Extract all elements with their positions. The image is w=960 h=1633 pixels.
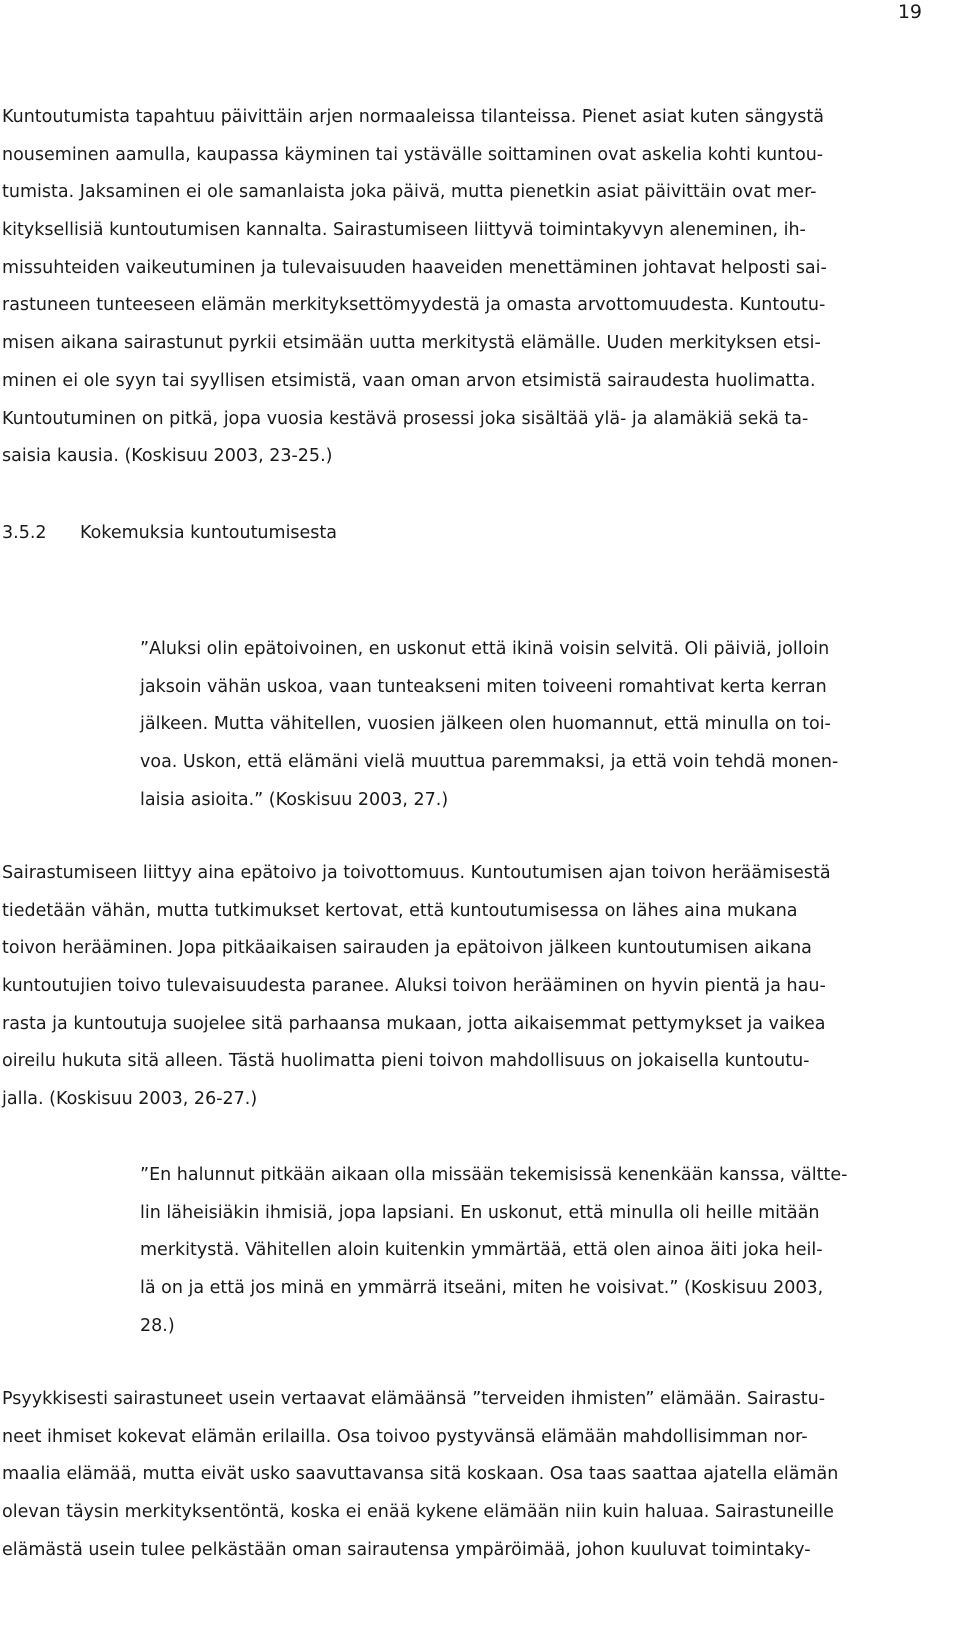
block-quote [140, 1157, 847, 1345]
section-heading [2, 515, 337, 553]
paragraph-line: nouseminen aamulla, kaupassa käyminen tai ystävälle soittaminen ovat askelia kohti kuntou- [2, 144, 824, 165]
quote-line: 28.) [140, 1315, 175, 1336]
quote-line: lin läheisiäkin ihmisiä, jopa lapsiani. En uskonut, että minulla oli heille mitään [140, 1202, 820, 1223]
paragraph-line: Kuntoutuminen on pitkä, jopa vuosia kestävä prosessi joka sisältää ylä- ja alamäkiä sekä ta- [2, 408, 809, 429]
paragraph-line: elämästä usein tulee pelkästään oman sairautensa ympäröimää, johon kuuluvat toimintaky- [2, 1539, 811, 1560]
paragraph-line: kityksellisiä kuntoutumisen kannalta. Sairastumiseen liittyvä toimintakyvyn aleneminen, ih- [2, 220, 806, 241]
quote-line: laisia asioita.” (Koskisuu 2003, 27.) [140, 789, 449, 810]
paragraph-line: missuhteiden vaikeutuminen ja tulevaisuuden haaveiden menettäminen johtavat helposti sai- [2, 257, 827, 278]
quote-line: merkitystä. Vähitellen aloin kuitenkin ymmärtää, että olen ainoa äiti joka heil- [140, 1240, 823, 1261]
paragraph-line: neet ihmiset kokevat elämän erilailla. Osa toivoo pystyvänsä elämään mahdollisimman nor- [2, 1426, 808, 1447]
paragraph-line: tiedetään vähän, mutta tutkimukset kertovat, että kuntoutumisessa on lähes aina mukana [2, 900, 798, 921]
paragraph-line: Psyykkisesti sairastuneet usein vertaavat elämäänsä ”terveiden ihmisten” elämään. Sairastu- [2, 1389, 826, 1409]
section-number: 3.5.2 [2, 523, 47, 543]
paragraph [2, 99, 827, 476]
paragraph-line: rasta ja kuntoutuja suojelee sitä parhaansa mukaan, jotta aikaisemmat pettymykset ja vaikea [2, 1013, 826, 1034]
paragraph-line: tumista. Jaksaminen ei ole samanlaista joka päivä, mutta pienetkin asiat päivittäin ovat mer- [2, 182, 817, 203]
paragraph-line: toivon herääminen. Jopa pitkäaikaisen sairauden ja epätoivon jälkeen kuntoutumisen aikana [2, 938, 812, 959]
paragraph-line: maalia elämää, mutta eivät usko saavuttavansa sitä koskaan. Osa taas saattaa ajatella elämän [2, 1464, 839, 1485]
quote-line: lä on ja että jos minä en ymmärrä itseäni, miten he voisivat.” (Koskisuu 2003, [140, 1278, 824, 1299]
quote-line: jälkeen. Mutta vähitellen, vuosien jälkeen olen huomannut, että minulla on toi- [140, 714, 831, 735]
section-title: Kokemuksia kuntoutumisesta [80, 523, 338, 543]
paragraph-line: kuntoutujien toivo tulevaisuudesta paranee. Aluksi toivon herääminen on hyvin pientä ja hau- [2, 976, 826, 997]
paragraph-line: minen ei ole syyn tai syyllisen etsimistä, vaan oman arvon etsimistä sairaudesta huolimatta. [2, 370, 816, 391]
paragraph [2, 1381, 838, 1569]
paragraph [2, 855, 831, 1119]
paragraph-line: olevan täysin merkityksentöntä, koska ei enää kykene elämään niin kuin haluaa. Sairastuneille [2, 1502, 834, 1523]
page-number: 19 [897, 1, 922, 23]
paragraph-line: Sairastumiseen liittyy aina epätoivo ja toivottomuus. Kuntoutumisen ajan toivon heräämisestä [2, 863, 831, 883]
quote-line: ”Aluksi olin epätoivoinen, en uskonut että ikinä voisin selvitä. Oli päiviä, jolloin [140, 639, 830, 659]
paragraph-line: rastuneen tunteeseen elämän merkityksettömyydestä ja omasta arvottomuudesta. Kuntoutu- [2, 295, 826, 316]
quote-line: jaksoin vähän uskoa, vaan tunteakseni miten toiveeni romahtivat kerta kerran [140, 676, 827, 697]
quote-line: ”En halunnut pitkään aikaan olla missään tekemisissä kenenkään kanssa, vältte- [140, 1165, 848, 1185]
quote-line: voa. Uskon, että elämäni vielä muuttua paremmaksi, ja että voin tehdä monen- [140, 752, 839, 773]
block-quote [140, 631, 838, 819]
paragraph-line: misen aikana sairastunut pyrkii etsimään uutta merkitystä elämälle. Uuden merkityksen etsi- [2, 333, 821, 354]
paragraph-line: Kuntoutumista tapahtuu päivittäin arjen normaaleissa tilanteissa. Pienet asiat kuten sängystä [2, 107, 824, 127]
paragraph-line: jalla. (Koskisuu 2003, 26-27.) [2, 1089, 258, 1110]
paragraph-line: oireilu hukuta sitä alleen. Tästä huolimatta pieni toivon mahdollisuus on jokaisella kuntoutu- [2, 1051, 810, 1072]
paragraph-line: saisia kausia. (Koskisuu 2003, 23-25.) [2, 446, 333, 467]
